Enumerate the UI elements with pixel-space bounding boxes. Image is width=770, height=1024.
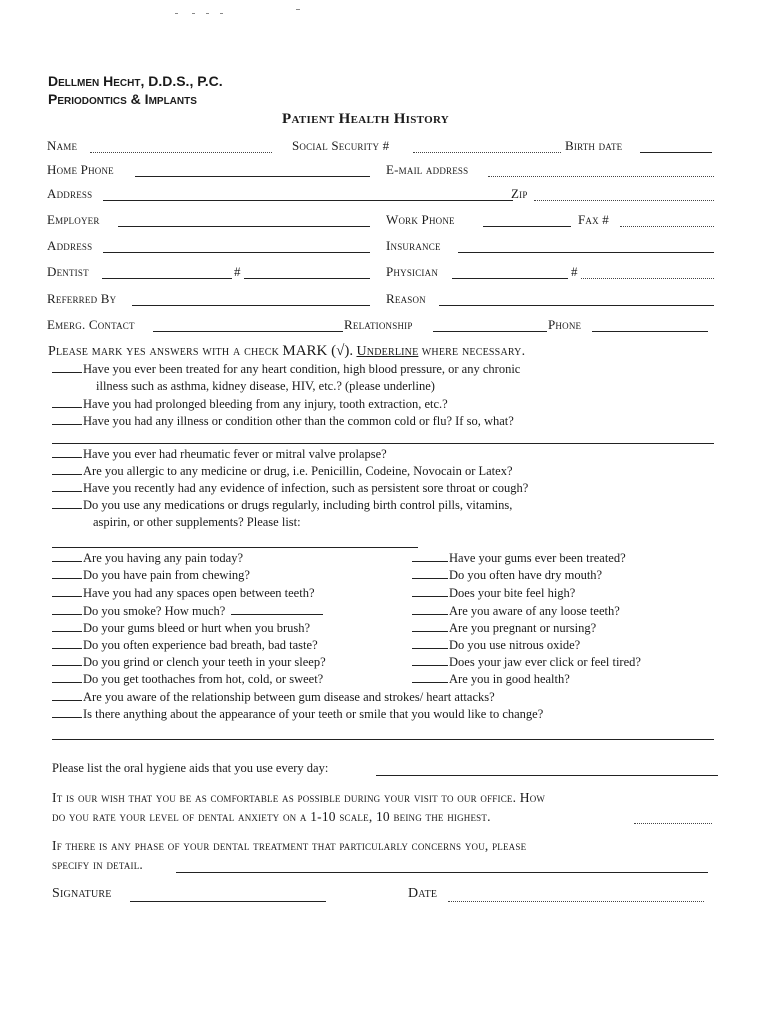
answer-blank[interactable]	[412, 638, 448, 649]
fax-field[interactable]	[620, 226, 714, 227]
answer-blank[interactable]	[412, 655, 448, 666]
referred-by-field[interactable]	[132, 305, 370, 306]
question-row	[52, 586, 315, 601]
answer-blank[interactable]	[52, 604, 82, 615]
physician-field[interactable]	[452, 278, 568, 279]
question-continuation: aspirin, or other supplements? Please list:	[93, 515, 301, 529]
answer-blank[interactable]	[52, 397, 82, 408]
employer-field[interactable]	[118, 226, 370, 227]
email-label: E-mail address	[386, 162, 469, 177]
address2-field[interactable]	[103, 252, 370, 253]
answer-blank[interactable]	[52, 414, 82, 425]
question-text: Have you recently had any evidence of infection, such as persistent sore throat or cough?	[83, 481, 529, 495]
question-text: Do you grind or clench your teeth in your sleep?	[83, 655, 326, 669]
anxiety-rating-field[interactable]	[634, 823, 712, 824]
hygiene-field[interactable]	[376, 775, 718, 776]
birth-date-field[interactable]	[640, 152, 712, 153]
question-row	[52, 707, 543, 722]
scan-mark	[175, 13, 178, 14]
question-row	[52, 498, 512, 513]
answer-blank[interactable]	[52, 362, 82, 373]
answer-blank[interactable]	[52, 638, 82, 649]
question-row	[52, 362, 520, 377]
question-text: Do you often experience bad breath, bad taste?	[83, 638, 318, 652]
question-text: Are you aware of any loose teeth?	[449, 604, 620, 618]
scan-mark	[296, 9, 300, 10]
fax-label: Fax #	[578, 212, 609, 227]
question-text: Have you had any spaces open between teeth?	[83, 586, 315, 600]
zip-field[interactable]	[534, 200, 714, 201]
insurance-label: Insurance	[386, 238, 441, 253]
answer-blank[interactable]	[412, 551, 448, 562]
question-text: Have you ever been treated for any heart condition, high blood pressure, or any chronic	[83, 362, 521, 376]
question-row	[52, 690, 495, 705]
answer-blank[interactable]	[412, 672, 448, 683]
question-row	[412, 621, 596, 636]
answer-blank[interactable]	[52, 447, 82, 458]
signature-field[interactable]	[130, 901, 326, 902]
birth-date-label: Birth date	[565, 138, 623, 153]
medications-list-field[interactable]	[52, 547, 418, 548]
question-row	[412, 551, 626, 566]
practice-name: Dellmen Hecht, D.D.S., P.C.	[48, 73, 223, 89]
scan-mark	[192, 13, 195, 14]
dentist-field[interactable]	[102, 278, 232, 279]
answer-blank[interactable]	[52, 481, 82, 492]
home-phone-field[interactable]	[135, 176, 370, 177]
emerg-contact-field[interactable]	[153, 331, 343, 332]
question-text: Are you in good health?	[449, 672, 570, 686]
answer-blank[interactable]	[412, 604, 448, 615]
address2-label: Address	[47, 238, 93, 253]
question-row	[412, 604, 620, 619]
question-row	[52, 551, 243, 566]
question-continuation: illness such as asthma, kidney disease, HIV, etc.? (please underline)	[96, 379, 435, 393]
question-row	[52, 447, 387, 462]
hygiene-label: Please list the oral hygiene aids that you use every day:	[52, 761, 329, 775]
question-row	[412, 655, 641, 670]
work-phone-label: Work Phone	[386, 212, 455, 227]
anxiety-text-2: do you rate your level of dental anxiety on a 1-10 scale, 10 being the highest.	[52, 809, 491, 824]
answer-blank[interactable]	[52, 655, 82, 666]
answer-blank[interactable]	[412, 586, 448, 597]
smoke-amount-field[interactable]	[231, 604, 323, 615]
question-text: Do you get toothaches from hot, cold, or sweet?	[83, 672, 324, 686]
question-text: Are you allergic to any medicine or drug, i.e. Penicillin, Codeine, Novocain or Latex?	[83, 464, 513, 478]
home-phone-label: Home Phone	[47, 162, 114, 177]
date-field[interactable]	[448, 901, 704, 902]
question-row	[52, 621, 310, 636]
zip-label: Zip	[511, 186, 528, 201]
instructions-mark: MARK (√).	[282, 343, 354, 359]
email-field[interactable]	[488, 176, 714, 177]
instructions-part2: where necessary.	[421, 344, 526, 359]
question-row	[412, 672, 570, 687]
question-text: Have your gums ever been treated?	[449, 551, 626, 565]
question-text: Does your bite feel high?	[449, 586, 576, 600]
address-label: Address	[47, 186, 93, 201]
question-text: Do you use nitrous oxide?	[449, 638, 581, 652]
anxiety-text-1: It is our wish that you be as comfortable as possible during your visit to our office. How	[52, 790, 546, 805]
ssn-field[interactable]	[413, 152, 561, 153]
name-label: Name	[47, 138, 78, 153]
question-text: Do you have pain from chewing?	[83, 568, 250, 582]
relationship-field[interactable]	[433, 331, 547, 332]
question-text: Have you had prolonged bleeding from any injury, tooth extraction, etc.?	[83, 397, 448, 411]
question-text: Is there anything about the appearance of your teeth or smile that you would like to change?	[83, 707, 544, 721]
question-text: Have you ever had rheumatic fever or mitral valve prolapse?	[83, 447, 387, 461]
address-field[interactable]	[103, 200, 513, 201]
question-row	[52, 414, 514, 429]
referred-by-label: Referred By	[47, 291, 117, 306]
answer-blank[interactable]	[52, 621, 82, 632]
scan-mark	[206, 13, 209, 14]
date-label: Date	[408, 886, 438, 901]
question-text: Are you pregnant or nursing?	[449, 621, 597, 635]
illness-details-field[interactable]	[52, 443, 714, 444]
ssn-label: Social Security #	[292, 138, 390, 153]
specialty: Periodontics & Implants	[48, 91, 197, 107]
answer-blank[interactable]	[52, 498, 82, 509]
question-row	[52, 397, 448, 412]
answer-blank[interactable]	[52, 707, 82, 718]
answer-blank[interactable]	[52, 464, 82, 475]
answer-blank[interactable]	[412, 568, 448, 579]
instructions-part1: Please mark yes answers with a check	[48, 344, 279, 359]
question-row	[52, 604, 324, 619]
question-text: Are you having any pain today?	[83, 551, 244, 565]
question-text: Do you often have dry mouth?	[449, 568, 603, 582]
signature-label: Signature	[52, 886, 112, 901]
physician-label: Physician	[386, 264, 439, 279]
insurance-field[interactable]	[458, 252, 714, 253]
question-text: Have you had any illness or condition other than the common cold or flu? If so, what?	[83, 414, 514, 428]
physician-num-label: #	[571, 264, 578, 279]
answer-blank[interactable]	[412, 621, 448, 632]
relationship-label: Relationship	[344, 317, 413, 332]
answer-blank[interactable]	[52, 690, 82, 701]
question-row	[52, 464, 513, 479]
answer-blank[interactable]	[52, 672, 82, 683]
question-row	[52, 481, 528, 496]
answer-blank[interactable]	[52, 551, 82, 562]
question-row	[52, 655, 326, 670]
question-row	[52, 638, 318, 653]
instructions-underline: Underline	[356, 344, 419, 359]
question-text: Do your gums bleed or hurt when you brush?	[83, 621, 311, 635]
question-row	[52, 672, 323, 687]
work-phone-field[interactable]	[483, 226, 571, 227]
reason-label: Reason	[386, 291, 426, 306]
concern-text-1: If there is any phase of your dental treatment that particularly concerns you, please	[52, 838, 527, 853]
question-row	[412, 586, 575, 601]
dentist-label: Dentist	[47, 264, 89, 279]
question-text: Do you use any medications or drugs regularly, including birth control pills, vitamins,	[83, 498, 513, 512]
question-text: Does your jaw ever click or feel tired?	[449, 655, 641, 669]
physician-num-field[interactable]	[581, 278, 714, 279]
answer-blank[interactable]	[52, 586, 82, 597]
phone-field[interactable]	[592, 331, 708, 332]
reason-field[interactable]	[439, 305, 714, 306]
instructions	[48, 343, 525, 360]
question-row	[412, 638, 580, 653]
appearance-details-field[interactable]	[52, 739, 714, 740]
question-text: Do you smoke? How much?	[83, 604, 226, 618]
phone-label: Phone	[548, 317, 582, 332]
answer-blank[interactable]	[52, 568, 82, 579]
question-text: Are you aware of the relationship between gum disease and strokes/ heart attacks?	[83, 690, 495, 704]
question-row	[52, 568, 250, 583]
employer-label: Employer	[47, 212, 100, 227]
concern-text-2: specify in detail.	[52, 857, 144, 872]
concern-details-field[interactable]	[176, 872, 708, 873]
scan-mark	[220, 13, 223, 14]
form-title: Patient Health History	[282, 111, 450, 127]
dentist-num-label: #	[234, 264, 241, 279]
name-field[interactable]	[90, 152, 272, 153]
emerg-contact-label: Emerg. Contact	[47, 317, 135, 332]
dentist-num-field[interactable]	[244, 278, 370, 279]
question-row	[412, 568, 602, 583]
